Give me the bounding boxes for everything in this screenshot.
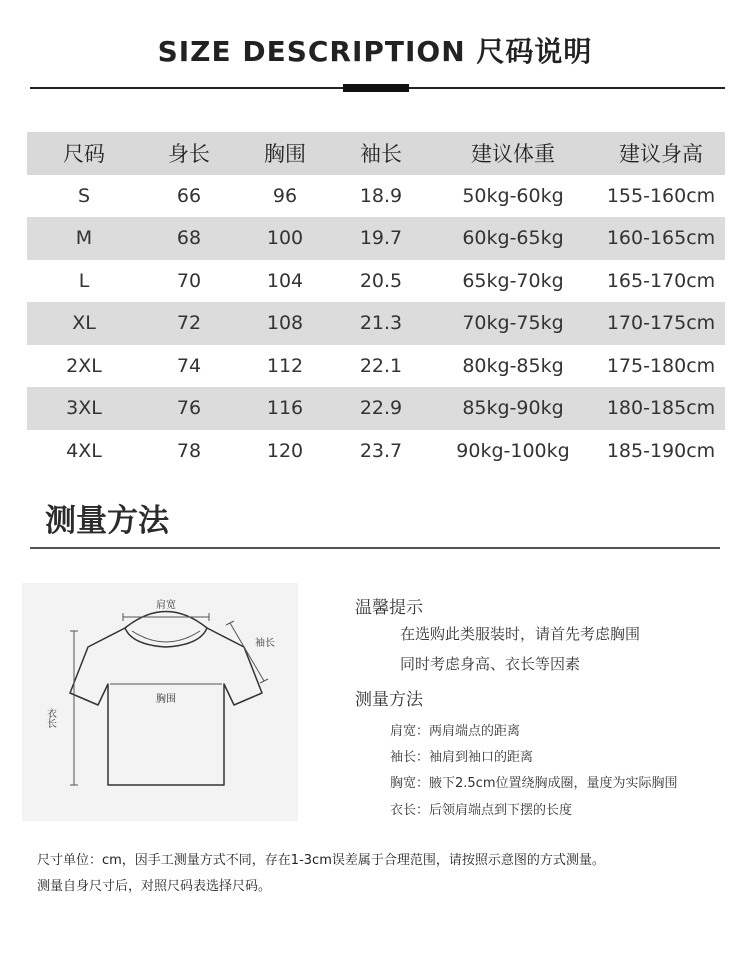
tshirt-diagram (22, 583, 298, 821)
table-row (27, 387, 725, 430)
table-cell: 112 (266, 354, 304, 377)
table-cell: 78 (176, 439, 202, 462)
table-cell: 3XL (66, 397, 102, 420)
measurement-diagram (22, 583, 298, 821)
table-cell: 185-190cm (606, 439, 716, 462)
sleeve-measure-tick-top (226, 621, 234, 625)
table-cell: 2XL (66, 354, 102, 377)
table-cell: 68 (176, 227, 202, 250)
table-cell: 72 (176, 312, 202, 335)
column-header: 尺码 (63, 142, 105, 167)
table-cell: 4XL (66, 439, 102, 462)
table-cell: 80kg-85kg (462, 354, 564, 377)
column-header: 身长 (168, 142, 210, 167)
table-cell: 76 (176, 397, 202, 420)
table-cell: L (78, 269, 90, 292)
sleeve-label: 袖长 (255, 638, 275, 649)
tip-line: 同时考虑身高、衣长等因素 (400, 655, 581, 673)
table-row (27, 430, 725, 473)
table-cell: 108 (266, 312, 304, 335)
table-row (27, 175, 725, 218)
method-title: 测量方法 (355, 690, 423, 710)
collar-line (125, 612, 207, 629)
table-cell: 22.1 (359, 354, 403, 377)
table-cell: M (75, 227, 93, 250)
footnote-line: 尺寸单位：cm，因手工测量方式不同，存在1-3cm误差属于合理范围，请按照示意图的方式测量。 (37, 853, 605, 868)
chest-label: 胸围 (156, 694, 176, 705)
table-cell: S (77, 184, 91, 207)
column-header: 建议身高 (619, 142, 703, 167)
page-title: SIZE DESCRIPTION 尺码说明 (157, 35, 593, 68)
length-label: 衣长 (44, 708, 56, 728)
table-cell: 60kg-65kg (462, 227, 564, 250)
table-cell: 90kg-100kg (456, 439, 570, 462)
sleeve-measure-line (230, 623, 264, 681)
table-cell: 85kg-90kg (462, 397, 564, 420)
table-cell: 165-170cm (606, 269, 716, 292)
section-divider (30, 547, 720, 549)
section-title: 测量方法 (45, 503, 169, 539)
table-row (27, 302, 725, 345)
table-cell: 170-175cm (606, 312, 716, 335)
column-header: 胸围 (264, 142, 306, 167)
column-header: 袖长 (360, 142, 402, 167)
collar-inner-line (132, 631, 200, 642)
table-cell: 96 (272, 184, 298, 207)
table-cell: 23.7 (359, 439, 403, 462)
sleeve-measure-tick-bottom (260, 679, 268, 683)
table-row (27, 217, 725, 260)
method-line: 肩宽：两肩端点的距离 (390, 724, 521, 739)
table-cell: 19.7 (359, 227, 403, 250)
table-cell: 22.9 (359, 397, 403, 420)
table-cell: 100 (266, 227, 304, 250)
table-cell: 50kg-60kg (462, 184, 564, 207)
table-cell: 180-185cm (606, 397, 716, 420)
table-cell: 21.3 (359, 312, 403, 335)
table-header-row (27, 132, 725, 175)
tips-title: 温馨提示 (355, 598, 423, 618)
table-row (27, 345, 725, 388)
table-cell: 155-160cm (606, 184, 716, 207)
size-table (27, 132, 725, 472)
table-cell: 175-180cm (606, 354, 716, 377)
table-row (27, 260, 725, 303)
footnote-line: 测量自身尺寸后，对照尺码表选择尺码。 (37, 879, 272, 894)
table-cell: 74 (176, 354, 202, 377)
method-line: 袖长：袖肩到袖口的距离 (390, 750, 534, 765)
table-cell: 160-165cm (606, 227, 716, 250)
table-cell: XL (72, 312, 96, 335)
table-cell: 20.5 (359, 269, 403, 292)
table-cell: 120 (266, 439, 304, 462)
tip-line: 在选购此类服装时，请首先考虑胸围 (400, 625, 641, 643)
table-cell: 104 (266, 269, 304, 292)
table-cell: 70 (176, 269, 202, 292)
method-line: 衣长：后领肩端点到下摆的长度 (390, 803, 573, 818)
tshirt-outline-icon (70, 628, 262, 785)
shoulder-label: 肩宽 (156, 600, 176, 611)
table-cell: 66 (176, 184, 202, 207)
table-cell: 70kg-75kg (462, 312, 564, 335)
column-header: 建议体重 (471, 142, 555, 167)
method-line: 胸宽：腋下2.5cm位置绕胸成圈，量度为实际胸围 (390, 776, 678, 791)
table-cell: 116 (266, 397, 304, 420)
table-cell: 65kg-70kg (462, 269, 564, 292)
table-cell: 18.9 (359, 184, 403, 207)
header-divider-accent (343, 84, 409, 92)
